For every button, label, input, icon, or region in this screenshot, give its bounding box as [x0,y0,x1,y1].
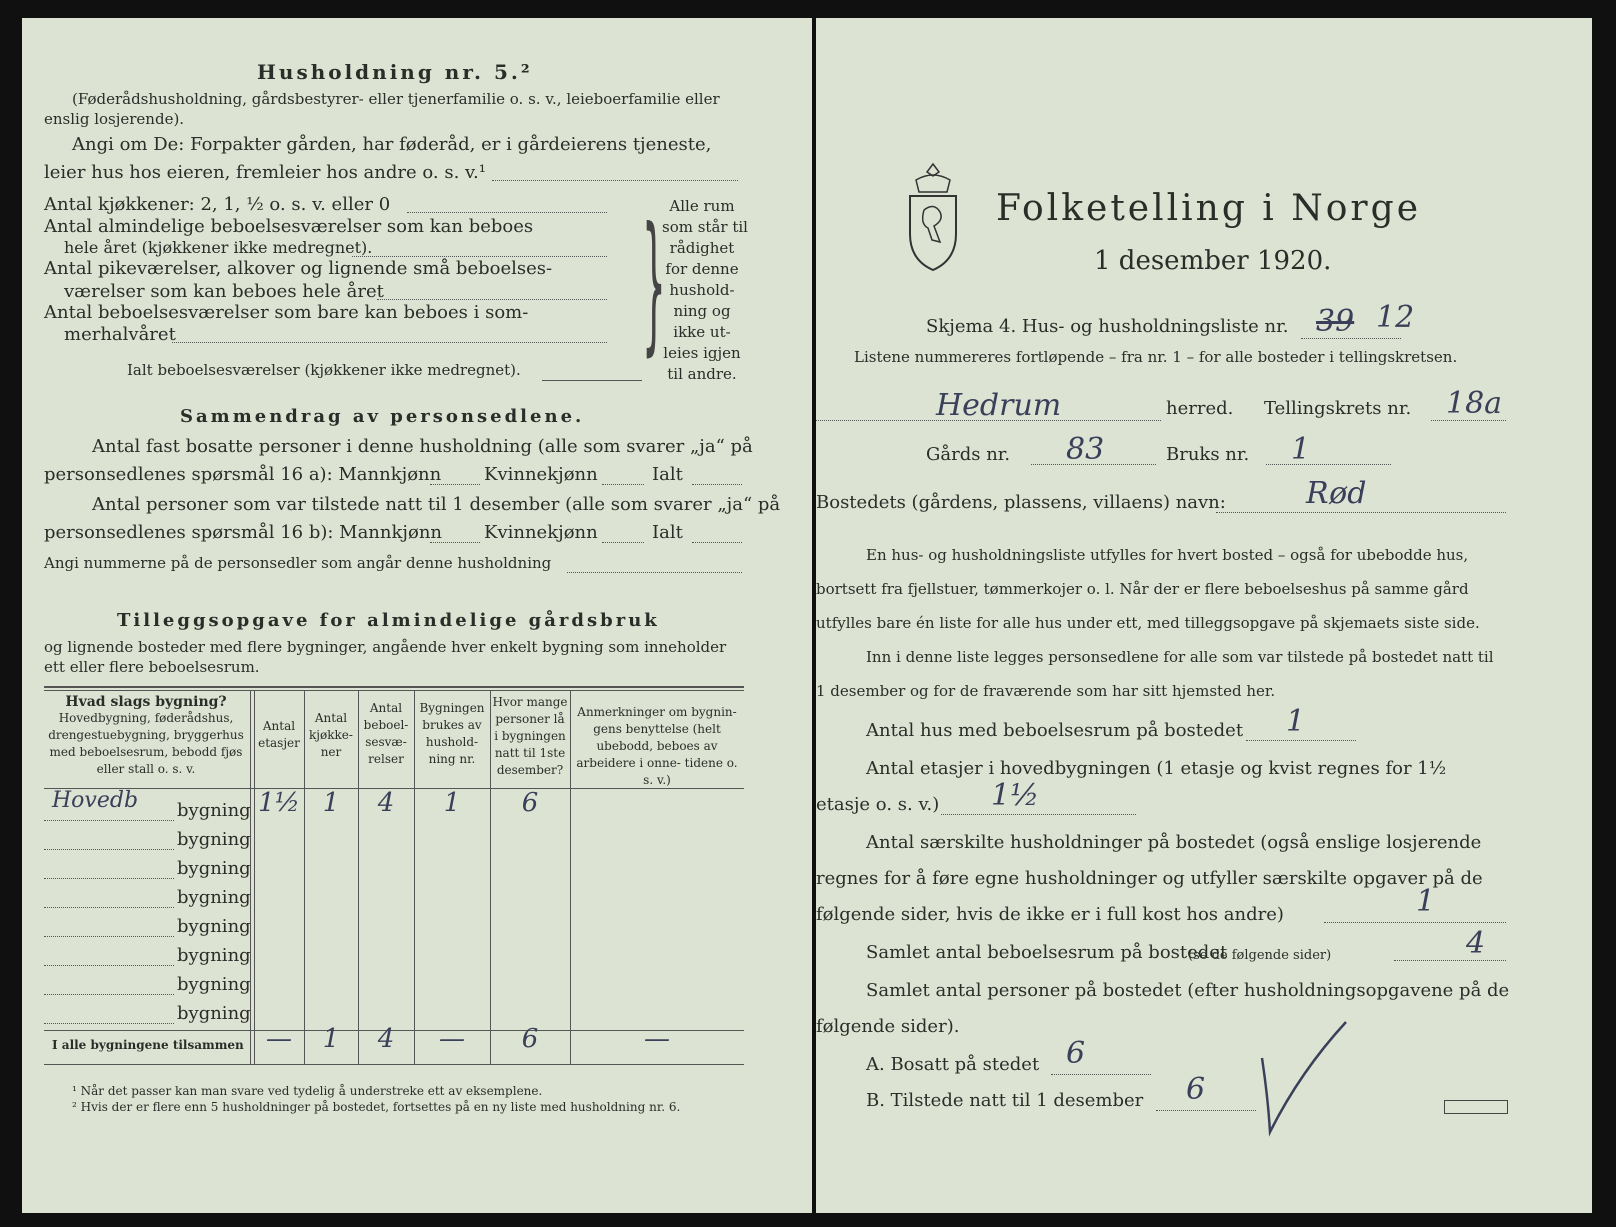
q-hus-line [1246,740,1356,741]
nummerne-line [567,572,742,573]
rooms-ordinary: Antal almindelige beboelsesværelser som kan beboes [44,216,534,237]
instruction-2: bortsett fra fjellstuer, tømmerkojer o. l. Når der er flere beboelseshus på samme gård [816,580,1469,598]
gards-label: Gårds nr. [926,444,1011,465]
herred-label: herred. [1166,398,1234,419]
alle-rum-3: rådighet [669,239,735,257]
alle-rum-9: til andre. [667,365,737,383]
row-bygning-label: bygning [177,800,251,821]
total-cell: 1 [322,1024,340,1054]
q-hush-2: regnes for å føre egne husholdninger og utfyller særskilte opgaver på de [816,868,1483,889]
ialt-1-line [692,484,742,485]
q-hush-1: Antal særskilte husholdninger på bostedet (også enslige losjerende [866,832,1482,853]
herred-line [816,420,1161,421]
tilstede-line [1156,1110,1256,1111]
header-kjokkener: Antal kjøkke- ner [309,711,353,759]
table-row-rule [44,849,174,850]
skjema-label: Skjema 4. Hus- og husholdningsliste nr. [926,316,1289,337]
header-rum: Antal beboel- sesvæ- relser [363,701,409,766]
q-hush-value: 1 [1416,884,1436,919]
total-label: I alle bygningene tilsammen [52,1038,244,1052]
table-bottom-rule [44,1064,744,1065]
row-bygning-label: bygning [177,887,251,908]
alle-rum-6: ning og [673,302,731,320]
summary-ialt-1: Ialt [652,464,683,485]
footnote-1: ¹ Når det passer kan man svare ved tydelig å understreke ett av eksemplene. [72,1084,543,1098]
rooms-summer-2: merhalvåret [64,324,176,345]
bosted-line [1216,512,1506,513]
q-rum-value: 4 [1466,926,1486,961]
table-row-rule [44,965,174,966]
summary-kvinne-1: Kvinnekjønn [484,464,598,485]
q-etasjer-2: etasje o. s. v.) [816,794,940,815]
alle-rum-7: ikke ut- [673,323,731,341]
summary-line-5: Angi nummerne på de personsedler som angår denne husholdning [44,554,552,572]
summary-line-1: Antal fast bosatte personer i denne husholdning (alle som svarer „ja“ på [92,436,753,457]
skjema-line [1301,338,1401,339]
ialt-2-line [692,542,742,543]
col-rule-4 [414,690,415,1064]
check-mark-icon [1256,1018,1376,1138]
alle-rum-8: leies igjen [663,344,741,362]
table-top-rule [44,686,744,688]
summer-line [172,342,607,343]
row-bygning-label: bygning [177,829,251,850]
row-bygning-label: bygning [177,974,251,995]
q-etasjer-value: 1½ [991,778,1040,813]
table-row-rule [44,820,174,821]
coat-of-arms-icon [902,158,964,276]
tilstede-label: B. Tilstede natt til 1 desember [866,1090,1144,1111]
instruction-1: En hus- og husholdningsliste utfylles for hvert bosted – også for ubebodde hus, [866,546,1469,564]
household-heading: Husholdning nr. 5.² [257,60,533,84]
instruction-3: utfylles bare én liste for alle hus under ett, med tilleggsopgave på skjemaets siste side. [816,614,1480,632]
row-bygning-label: bygning [177,945,251,966]
intro-line-2: enslig losjerende). [44,110,185,128]
tilstede-value: 6 [1186,1072,1206,1107]
table-top-rule-2 [44,690,744,691]
angi-answer-line [492,180,738,181]
col-rule-1b [254,690,255,1064]
rooms-ordinary-2: hele året (kjøkkener ikke medregnet). [64,238,373,257]
herred-value: Hedrum [936,388,1062,423]
table-row-rule [44,994,174,995]
table-row-rule [44,936,174,937]
mann-2-line [430,542,480,543]
q-pers-1: Samlet antal personer på bostedet (efter husholdningsopgavene på de [866,980,1510,1001]
printer-stamp [1444,1100,1508,1114]
small-line [377,299,607,300]
kvinne-1-line [602,484,644,485]
q-etasjer-line [941,814,1136,815]
bruks-line [1266,464,1391,465]
total-cell: 4 [377,1024,395,1054]
q-etasjer-1: Antal etasjer i hovedbygningen (1 etasje og kvist regnes for 1½ [866,758,1447,779]
header-anmerkninger: Anmerkninger om bygnin- gens benyttelse (helt ubebodd, beboes av arbeidere i onne- tidene o. s. v.) [576,705,738,787]
kvinne-2-line [602,542,644,543]
rooms-kitchens: Antal kjøkkener: 2, 1, ½ o. s. v. eller 0 [44,194,391,215]
summary-kvinne-2: Kvinnekjønn [484,522,598,543]
q-hus-value: 1 [1286,704,1306,739]
krets-line [1431,420,1506,421]
skjema-value: 12 [1376,300,1415,335]
q-pers-2: følgende sider). [816,1016,960,1037]
header-etasjer: Antal etasjer [258,719,300,750]
alle-rum-2: som står til [662,218,748,236]
q-rum-note: (se de følgende sider) [1188,948,1332,963]
gards-value: 83 [1066,432,1105,467]
header-husholdning: Bygningen brukes av hushold- ning nr. [419,701,485,766]
skjema-struck: 39 [1316,304,1355,339]
table-row-rule [44,1023,174,1024]
q-rum-line [1394,960,1506,961]
mann-1-line [430,484,480,485]
alle-rum-1: Alle rum [669,197,735,215]
summary-line-2: personsedlenes spørsmål 16 a): Mannkjønn [44,464,442,485]
instruction-4: Inn i denne liste legges personsedlene for alle som var tilstede på bostedet natt til [866,648,1494,666]
brace: } [642,196,666,370]
rooms-small: Antal pikeværelser, alkover og lignende små beboelses- [44,258,553,279]
col-rule-6 [570,690,571,1064]
ordinary-line [352,256,607,257]
krets-value: 18a [1446,386,1503,421]
row-cell: 1½ [258,788,300,818]
rooms-total-line [542,380,642,381]
total-cell: — [644,1024,670,1054]
row-bygning-label: bygning [177,858,251,879]
bosatt-value: 6 [1066,1036,1086,1071]
krets-label: Tellingskrets nr. [1264,398,1412,419]
summary-ialt-2: Ialt [652,522,683,543]
angi-line-1: Angi om De: Forpakter gården, har føderåd, er i gårdeierens tjeneste, [72,134,712,155]
q-hush-3: følgende sider, hvis de ikke er i full kost hos andre) [816,904,1284,925]
nummer-note: Listene nummereres fortløpende – fra nr. 1 – for alle bosteder i tellingskretsen. [854,348,1458,366]
intro-line-1: (Føderådshusholdning, gårdsbestyrer- eller tjenerfamilie o. s. v., leieboerfamilie eller [72,90,720,108]
table-row-rule [44,878,174,879]
header-type-title: Hvad slags bygning? [65,694,227,710]
rooms-total: Ialt beboelsesværelser (kjøkkener ikke medregnet). [127,361,521,379]
row-cell: 1 [443,788,461,818]
col-rule-2 [304,690,305,1064]
alle-rum-note [662,196,748,385]
bruks-value: 1 [1291,432,1311,467]
header-type [44,694,248,778]
tillegg-intro-2: ett eller flere beboelsesrum. [44,658,260,676]
tillegg-heading: Tilleggsopgave for almindelige gårdsbruk [117,610,660,631]
summary-line-4: personsedlenes spørsmål 16 b): Mannkjønn [44,522,443,543]
census-title: Folketelling i Norge [996,188,1421,229]
row-cell: 6 [521,788,539,818]
row-type-value: Hovedb [52,788,139,813]
summary-heading: Sammendrag av personsedlene. [180,406,585,427]
total-cell: — [266,1024,292,1054]
bosatt-line [1051,1074,1151,1075]
row-bygning-label: bygning [177,1003,251,1024]
summary-line-3: Antal personer som var tilstede natt til 1 desember (alle som svarer „ja“ på [92,494,781,515]
table-row-rule [44,907,174,908]
alle-rum-4: for denne [665,260,739,278]
bosted-label: Bostedets (gårdens, plassens, villaens) navn: [816,492,1226,513]
angi-line-2: leier hus hos eieren, fremleier hos andre o. s. v.¹ [44,162,486,183]
header-personer: Hvor mange personer lå i bygningen natt til 1ste desember? [492,695,568,777]
alle-rum-5: hushold- [669,281,735,299]
right-page [816,18,1592,1213]
rooms-small-2: værelser som kan beboes hele året [64,281,384,302]
row-bygning-label: bygning [177,916,251,937]
tillegg-intro-1: og lignende bosteder med flere bygninger, angående hver enkelt bygning som inneholder [44,638,727,656]
gards-line [1031,464,1156,465]
col-rule-5 [490,690,491,1064]
total-cell: — [439,1024,465,1054]
bosted-value: Rød [1306,476,1367,511]
header-type-text: Hovedbygning, føderådshus, drengestuebygning, bryggerhus med beboelsesrum, bebodd fjøs eller stall o. s. v. [48,711,244,776]
left-page [22,18,812,1213]
total-cell: 6 [521,1024,539,1054]
q-hush-line [1324,922,1506,923]
row-cell: 1 [322,788,340,818]
census-date: 1 desember 1920. [1094,246,1332,276]
q-hus-label: Antal hus med beboelsesrum på bostedet [866,720,1244,741]
rooms-summer: Antal beboelsesværelser som bare kan beboes i som- [44,302,529,323]
footnote-2: ² Hvis der er flere enn 5 husholdninger på bostedet, fortsettes på en ny liste med husholdning nr. 6. [72,1100,681,1114]
col-rule-3 [358,690,359,1064]
bosatt-label: A. Bosatt på stedet [866,1054,1040,1075]
bruks-label: Bruks nr. [1166,444,1250,465]
kitchens-line [407,212,607,213]
row-cell: 4 [377,788,395,818]
instruction-5: 1 desember og for de fraværende som har sitt hjemsted her. [816,682,1276,700]
q-rum-label: Samlet antal beboelsesrum på bostedet [866,942,1228,963]
